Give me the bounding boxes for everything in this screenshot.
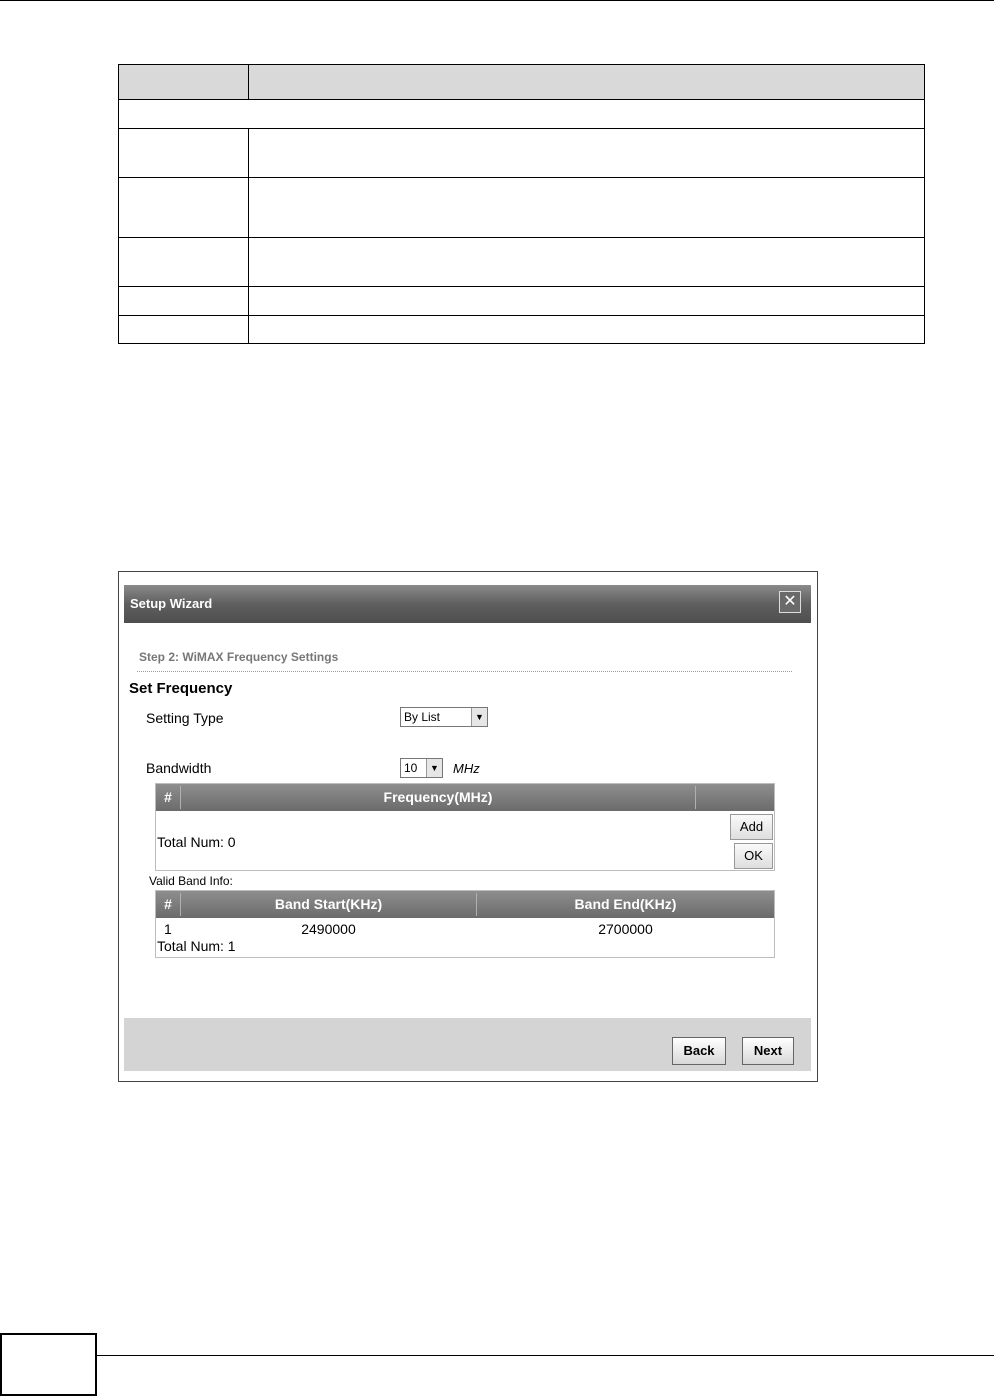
- column-header-band-start: Band Start(KHz): [274, 896, 383, 912]
- bandwidth-label: Bandwidth: [146, 760, 212, 776]
- back-button[interactable]: Back: [672, 1037, 726, 1065]
- section-title: Set Frequency: [129, 680, 233, 697]
- reference-table-row: [119, 316, 925, 344]
- setting-type-select[interactable]: [400, 707, 488, 727]
- screenshot-frame: [118, 571, 818, 1082]
- setting-type-value: By List: [404, 710, 441, 724]
- page-number-box: [0, 1333, 97, 1396]
- band-row-index: 1: [164, 921, 172, 937]
- add-button[interactable]: Add: [730, 814, 773, 840]
- bandwidth-unit: MHz: [453, 761, 480, 776]
- reference-table: [118, 64, 925, 344]
- page-top-rule: [0, 0, 994, 1]
- column-header-index: #: [164, 896, 172, 912]
- frequency-table: [155, 783, 775, 871]
- frequency-total: Total Num: 0: [157, 834, 236, 850]
- bandwidth-select[interactable]: [400, 758, 443, 778]
- valid-band-label: Valid Band Info:: [149, 874, 233, 888]
- ok-button[interactable]: OK: [734, 843, 773, 869]
- page-bottom-rule: [97, 1355, 994, 1356]
- column-header-index: #: [164, 789, 172, 805]
- setting-type-label: Setting Type: [146, 710, 224, 726]
- chevron-down-icon[interactable]: ▼: [471, 708, 487, 726]
- close-icon[interactable]: ✕: [779, 591, 801, 613]
- next-button[interactable]: Next: [742, 1037, 794, 1065]
- dotted-divider: [137, 671, 792, 672]
- chevron-down-icon[interactable]: ▼: [426, 759, 442, 777]
- band-row-start: 2490000: [301, 921, 356, 937]
- reference-table-row: [119, 287, 925, 316]
- reference-table-row: [119, 178, 925, 238]
- band-info-table: [155, 890, 775, 958]
- band-total: Total Num: 1: [157, 938, 236, 954]
- setup-wizard-dialog: [124, 585, 811, 1071]
- band-row-end: 2700000: [598, 921, 653, 937]
- frequency-table-header: [156, 784, 774, 811]
- bandwidth-value: 10: [404, 761, 418, 775]
- column-header-band-end: Band End(KHz): [574, 896, 677, 912]
- dialog-footer: [124, 1018, 811, 1071]
- reference-table-row: [119, 238, 925, 287]
- reference-table-row: [119, 100, 925, 129]
- step-title: Step 2: WiMAX Frequency Settings: [139, 650, 339, 664]
- reference-table-header-row: [119, 65, 925, 100]
- dialog-titlebar: [124, 585, 811, 623]
- dialog-title: Setup Wizard: [130, 596, 213, 611]
- band-table-header: [156, 891, 774, 918]
- column-header-frequency: Frequency(MHz): [383, 789, 493, 805]
- reference-table-row: [119, 129, 925, 178]
